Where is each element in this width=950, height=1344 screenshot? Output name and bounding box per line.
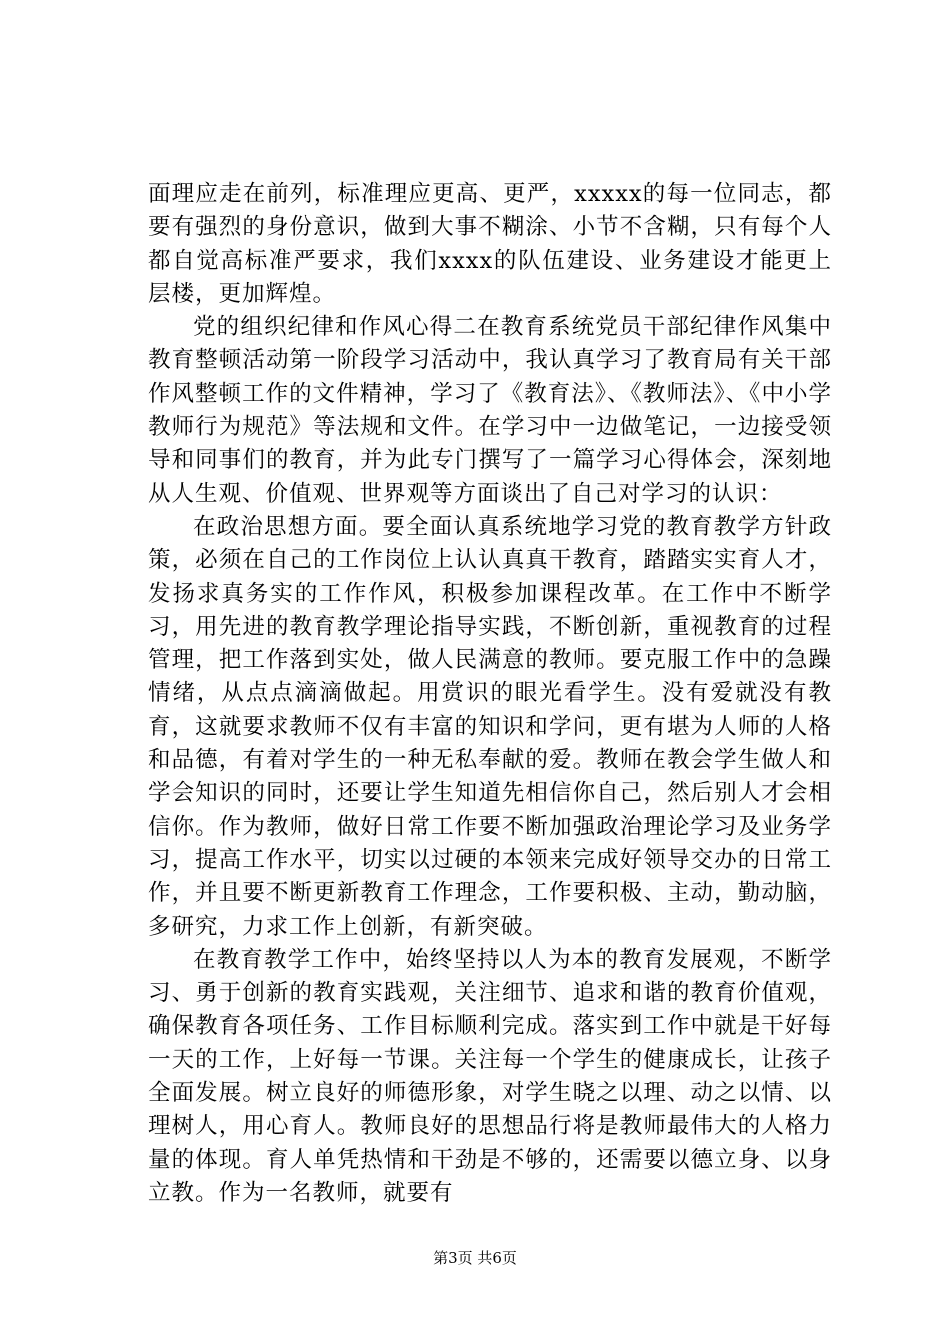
document-body bbox=[148, 178, 832, 1210]
paragraph-3: 在政治思想方面。要全面认真系统地学习党的教育教学方针政策，必须在自己的工作岗位上认认真真干教育，踏踏实实育人才，发扬求真务实的工作作风，积极参加课程改革。在工作中不断学习，用先进的教育教学理论指导实践，不断创新，重视教育的过程管理，把工作落到实处，做人民满意的教师。要克服工作中的急躁情绪，从点点滴滴做起。用赏识的眼光看学生。没有爱就没有教育，这就要求教师不仅有丰富的知识和学问，更有堪为人师的人格和品德，有着对学生的一种无私奉献的爱。教师在教会学生做人和学会知识的同时，还要让学生知道先相信你自己，然后别人才会相信你。作为教师，做好日常工作要不断加强政治理论学习及业务学习，提高工作水平，切实以过硬的本领来完成好领导交办的日常工作，并且要不断更新教育工作理念，工作要积极、主动，勤动脑，多研究，力求工作上创新，有新突破。 bbox=[148, 513, 832, 940]
paragraph-1: 面理应走在前列，标准理应更高、更严，xxxxx的每一位同志，都要有强烈的身份意识，做到大事不糊涂、小节不含糊，只有每个人都自觉高标准严要求，我们xxxx的队伍建设、业务建设才能更上层楼，更加辉煌。 bbox=[148, 181, 832, 307]
page-number-footer: 第3页 共6页 bbox=[433, 1249, 517, 1267]
paragraph-4: 在教育教学工作中，始终坚持以人为本的教育发展观，不断学习、勇于创新的教育实践观，关注细节、追求和谐的教育价值观，确保教育各项任务、工作目标顺利完成。落实到工作中就是干好每一天的工作，上好每一节课。关注每一个学生的健康成长，让孩子全面发展。树立良好的师德形象，对学生晓之以理、动之以情、以理树人，用心育人。教师良好的思想品行将是教师最伟大的人格力量的体现。育人单凭热情和干劲是不够的，还需要以德立身、以身立教。作为一名教师，就要有 bbox=[148, 946, 832, 1206]
paragraph-2: 党的组织纪律和作风心得二在教育系统党员干部纪律作风集中教育整顿活动第一阶段学习活动中，我认真学习了教育局有关干部作风整顿工作的文件精神，学习了《教育法》、《教师法》、《中小学教师行为规范》等法规和文件。在学习中一边做笔记，一边接受领导和同事们的教育，并为此专门撰写了一篇学习心得体会，深刻地从人生观、价值观、世界观等方面谈出了自己对学习的认识： bbox=[148, 314, 832, 507]
